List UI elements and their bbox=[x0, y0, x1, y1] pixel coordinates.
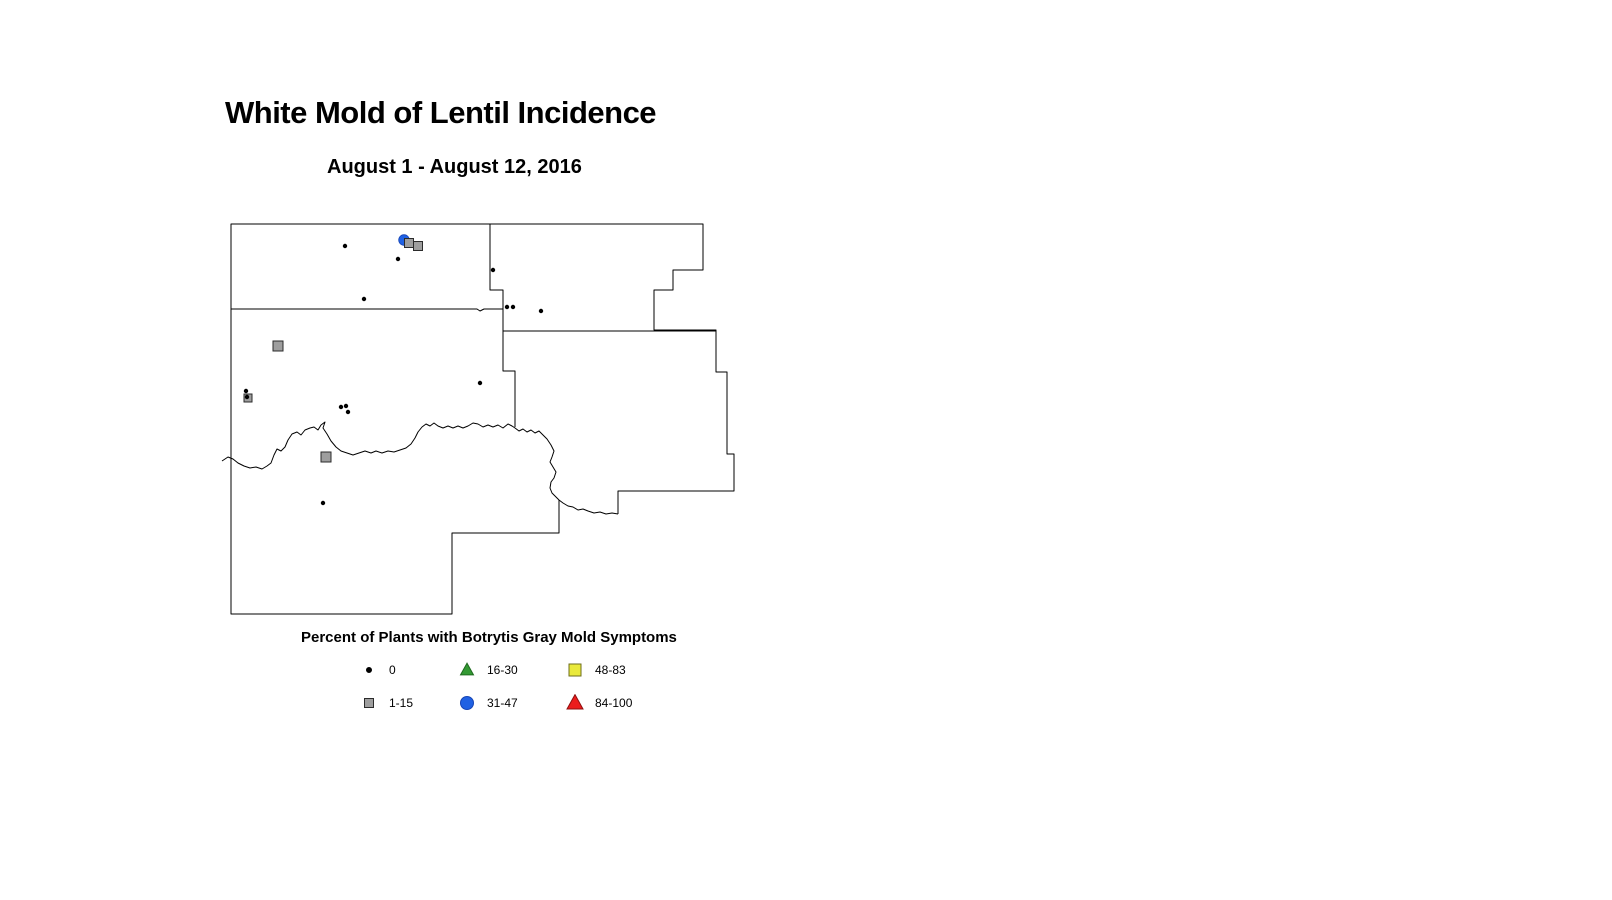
legend-item-16-30 bbox=[458, 661, 518, 679]
map-marker-dot-0 bbox=[339, 405, 343, 409]
map-marker-dot-0 bbox=[343, 244, 347, 248]
map-marker-square-1-15 bbox=[414, 242, 423, 251]
legend-title: Percent of Plants with Botrytis Gray Mold Symptoms bbox=[301, 629, 677, 646]
county-boundary bbox=[231, 309, 503, 311]
legend-item-label: 84-100 bbox=[595, 696, 633, 710]
map-marker-dot-0 bbox=[344, 404, 348, 408]
legend-item-84-100 bbox=[566, 694, 632, 712]
legend-item-label: 48-83 bbox=[595, 663, 626, 677]
county-boundaries bbox=[222, 224, 734, 614]
county-boundary bbox=[490, 224, 515, 427]
map-marker-dot-0 bbox=[478, 381, 482, 385]
legend-item-label: 1-15 bbox=[389, 696, 414, 710]
map-marker-dot-0 bbox=[505, 305, 509, 309]
map-marker-dot-0 bbox=[539, 309, 543, 313]
map-marker-dot-0 bbox=[491, 268, 495, 272]
legend-item-label: 31-47 bbox=[487, 696, 518, 710]
map-marker-dot-0 bbox=[244, 389, 248, 393]
page-subtitle: August 1 - August 12, 2016 bbox=[327, 156, 582, 178]
legend-square-icon bbox=[566, 661, 584, 679]
map-marker-dot-0 bbox=[245, 395, 249, 399]
map-marker-square-1-15 bbox=[321, 452, 331, 462]
legend-triangle-icon bbox=[458, 661, 476, 679]
legend-square-icon bbox=[360, 694, 378, 712]
page-title: White Mold of Lentil Incidence bbox=[225, 95, 657, 130]
map-marker-square-1-15 bbox=[273, 341, 283, 351]
map-marker-dot-0 bbox=[346, 410, 350, 414]
legend-item-48-83 bbox=[566, 661, 626, 679]
legend-item-label: 16-30 bbox=[487, 663, 518, 677]
legend-triangle-icon bbox=[566, 694, 584, 712]
map-marker-dot-0 bbox=[362, 297, 366, 301]
legend-item-31-47 bbox=[458, 694, 518, 712]
legend-item-1-15 bbox=[360, 694, 413, 712]
map-marker-dot-0 bbox=[321, 501, 325, 505]
river-boundary bbox=[222, 422, 618, 514]
legend-dot-icon bbox=[360, 661, 378, 679]
map-marker-dot-0 bbox=[511, 305, 515, 309]
map-markers bbox=[244, 235, 543, 506]
legend-item-label: 0 bbox=[389, 663, 396, 677]
map-marker-square-1-15 bbox=[405, 239, 414, 248]
legend-item-0 bbox=[360, 661, 396, 679]
county-boundary bbox=[231, 224, 734, 614]
map-marker-dot-0 bbox=[396, 257, 400, 261]
legend-circle-icon bbox=[458, 694, 476, 712]
